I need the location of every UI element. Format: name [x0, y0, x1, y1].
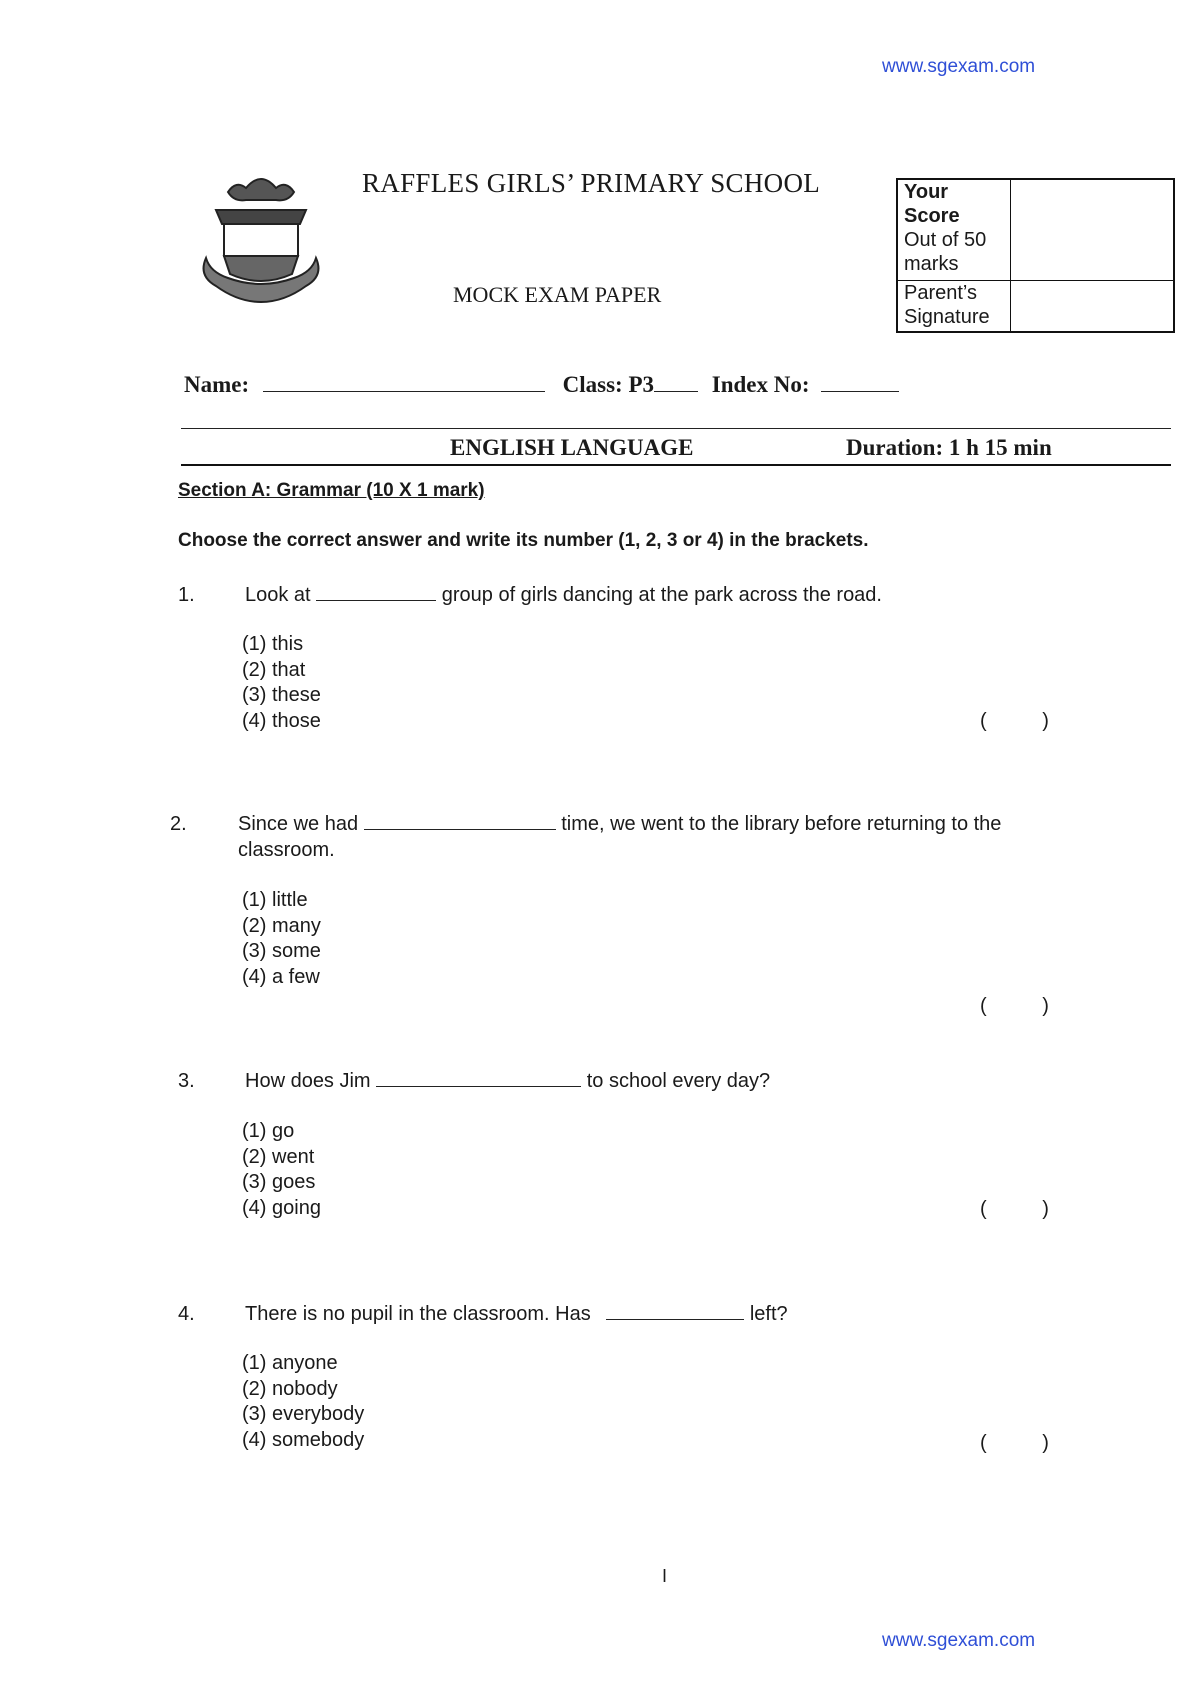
question-2-option-1: (1) little: [242, 889, 308, 911]
question-1-option-4: (4) those: [242, 709, 321, 732]
question-3-after: to school every day?: [586, 1070, 771, 1092]
paper-title: MOCK EXAM PAPER: [453, 282, 662, 307]
question-2-option-3: (3) some: [242, 940, 321, 962]
question-4-option-4: (4) somebody: [242, 1428, 365, 1451]
score-label-line-2: Score: [904, 205, 960, 227]
question-4-number: 4.: [178, 1303, 195, 1325]
question-2-continued: classroom.: [238, 839, 335, 861]
question-1-before: Look at: [245, 584, 311, 606]
question-2-before: Since we had: [238, 813, 359, 835]
question-3-option-3: (3) goes: [242, 1171, 316, 1193]
score-label-cell: [897, 179, 1011, 281]
divider-bottom: [181, 464, 1171, 466]
question-3-before: How does Jim: [245, 1070, 371, 1092]
score-label-line-4: marks: [904, 253, 959, 275]
question-2-option-4: (4) a few: [242, 965, 320, 988]
question-2-after: time, we went to the library before returning to the: [561, 813, 1002, 835]
index-field[interactable]: [821, 391, 899, 392]
score-label-line-3: Out of 50: [904, 229, 987, 251]
question-1-option-1: (1) this: [242, 633, 304, 655]
section-instruction: Choose the correct answer and write its number (1, 2, 3 or 4) in the brackets.: [178, 530, 869, 551]
duration: Duration: 1 h 15 min: [846, 435, 1052, 460]
page-number: I: [662, 1566, 668, 1586]
question-2-options: [242, 888, 321, 990]
question-4-option-2: (2) nobody: [242, 1377, 338, 1400]
question-3-blank[interactable]: [376, 1086, 581, 1087]
question-2-number: 2.: [170, 813, 187, 835]
question-3-option-2: (2) went: [242, 1145, 315, 1168]
score-value-cell[interactable]: [1011, 179, 1175, 281]
question-3-options: [242, 1119, 321, 1221]
index-label: Index No:: [711, 372, 810, 397]
question-2-text: [238, 811, 1098, 863]
class-field[interactable]: [654, 391, 698, 392]
question-4-after: left?: [749, 1303, 788, 1325]
score-label-line-1: Your: [904, 181, 949, 203]
header-url[interactable]: www.sgexam.com: [882, 56, 1036, 77]
question-1-option-3: (3) these: [242, 684, 321, 706]
name-label: Name:: [184, 372, 250, 397]
subject-title: ENGLISH LANGUAGE: [450, 435, 694, 460]
question-2-answer-bracket[interactable]: ( ): [980, 995, 1049, 1017]
question-1-blank[interactable]: [316, 600, 436, 601]
question-4-before: There is no pupil in the classroom. Has: [245, 1303, 591, 1325]
question-1-text: [245, 582, 882, 608]
question-4-text: [245, 1301, 788, 1327]
name-field[interactable]: [263, 391, 545, 392]
signature-value-cell[interactable]: [1011, 281, 1175, 333]
question-3-number: 3.: [178, 1070, 195, 1092]
school-name: RAFFLES GIRLS’ PRIMARY SCHOOL: [362, 168, 821, 198]
question-4-option-3: (3) everybody: [242, 1403, 365, 1425]
signature-label-line-2: Signature: [904, 306, 990, 328]
question-4-options: [242, 1351, 364, 1453]
question-1-options: [242, 632, 321, 734]
class-label: Class: P3: [562, 372, 655, 397]
signature-label-line-1: Parent’s: [904, 282, 978, 304]
section-title: Section A: Grammar (10 X 1 mark): [178, 480, 485, 501]
question-1-option-2: (2) that: [242, 658, 306, 681]
question-4-blank[interactable]: [606, 1319, 744, 1320]
signature-label-cell: [897, 281, 1011, 333]
score-box: [896, 178, 1175, 333]
question-2-option-2: (2) many: [242, 914, 321, 937]
question-1-number: 1.: [178, 584, 195, 606]
school-crest-icon: [196, 168, 326, 308]
footer-url[interactable]: www.sgexam.com: [882, 1630, 1036, 1651]
question-3-option-4: (4) going: [242, 1196, 321, 1219]
question-1-after: group of girls dancing at the park across the road.: [441, 584, 882, 606]
question-2-blank[interactable]: [364, 829, 556, 830]
question-3-text: [245, 1068, 770, 1094]
student-info-row: [184, 372, 899, 398]
question-1-answer-bracket[interactable]: ( ): [980, 710, 1049, 732]
divider-top: [181, 428, 1171, 429]
question-4-option-1: (1) anyone: [242, 1352, 338, 1374]
question-3-answer-bracket[interactable]: ( ): [980, 1198, 1049, 1220]
question-4-answer-bracket[interactable]: ( ): [980, 1432, 1049, 1454]
question-3-option-1: (1) go: [242, 1120, 295, 1142]
